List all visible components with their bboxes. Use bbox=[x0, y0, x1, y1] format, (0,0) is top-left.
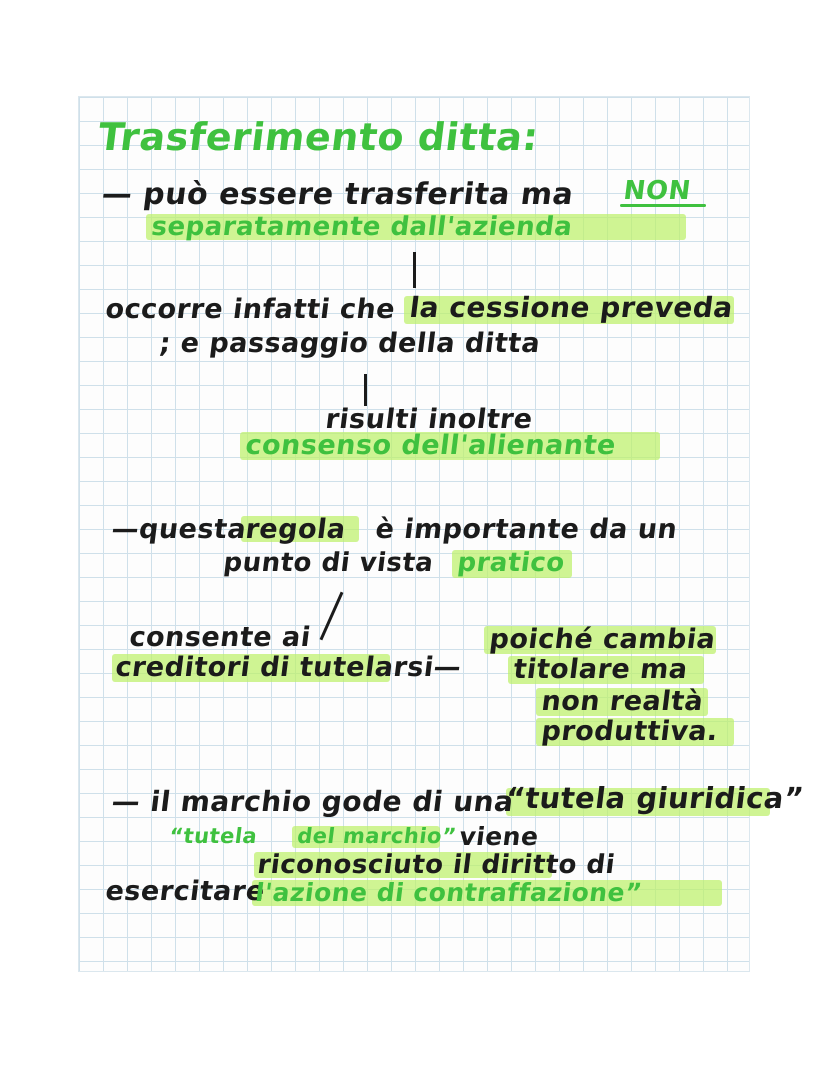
note-line-14: produttiva. bbox=[539, 716, 720, 747]
note-line-9: consente ai bbox=[127, 622, 313, 653]
note-line-18b: l'azione di contraffazione” bbox=[253, 878, 644, 907]
note-line-7b: regola bbox=[243, 514, 348, 545]
note-line-8b: pratico bbox=[455, 548, 567, 578]
note-line-1: — può essere trasferita ma bbox=[99, 177, 576, 212]
note-line-16b: del marchio” bbox=[295, 824, 458, 848]
note-line-7a: —questa bbox=[109, 514, 249, 545]
note-line-4: ; e passaggio della ditta bbox=[157, 328, 543, 359]
note-line-7c: è importante da un bbox=[373, 514, 680, 545]
note-line-15b: “tutela giuridica” bbox=[503, 781, 806, 815]
note-line-10: creditori di tutelarsi bbox=[113, 652, 436, 683]
note-line-11: poiché cambia bbox=[487, 624, 718, 655]
note-line-3b: la cessione preveda bbox=[407, 291, 735, 324]
note-line-12: titolare ma bbox=[511, 654, 690, 685]
note-line-18a: esercitare bbox=[103, 876, 267, 907]
note-line-16a: “tutela bbox=[167, 824, 259, 848]
page-title: Trasferimento ditta: bbox=[95, 115, 542, 159]
note-line-13: non realtà bbox=[539, 686, 706, 717]
note-line-8a: punto di vista bbox=[221, 548, 436, 578]
note-line-2: separatamente dall'azienda bbox=[149, 212, 575, 242]
note-line-16c: viene bbox=[457, 822, 541, 851]
note-line-3a: occorre infatti che bbox=[103, 294, 397, 325]
note-line-6: consenso dell'alienante bbox=[243, 430, 618, 461]
note-line-5: risulti inoltre bbox=[323, 404, 535, 435]
note-line-15a: — il marchio gode di una bbox=[109, 785, 516, 818]
note-line-10-dash: — bbox=[431, 652, 464, 683]
note-line-1-non: NON bbox=[621, 176, 693, 206]
note-line-17: riconosciuto il diritto di bbox=[255, 850, 617, 880]
